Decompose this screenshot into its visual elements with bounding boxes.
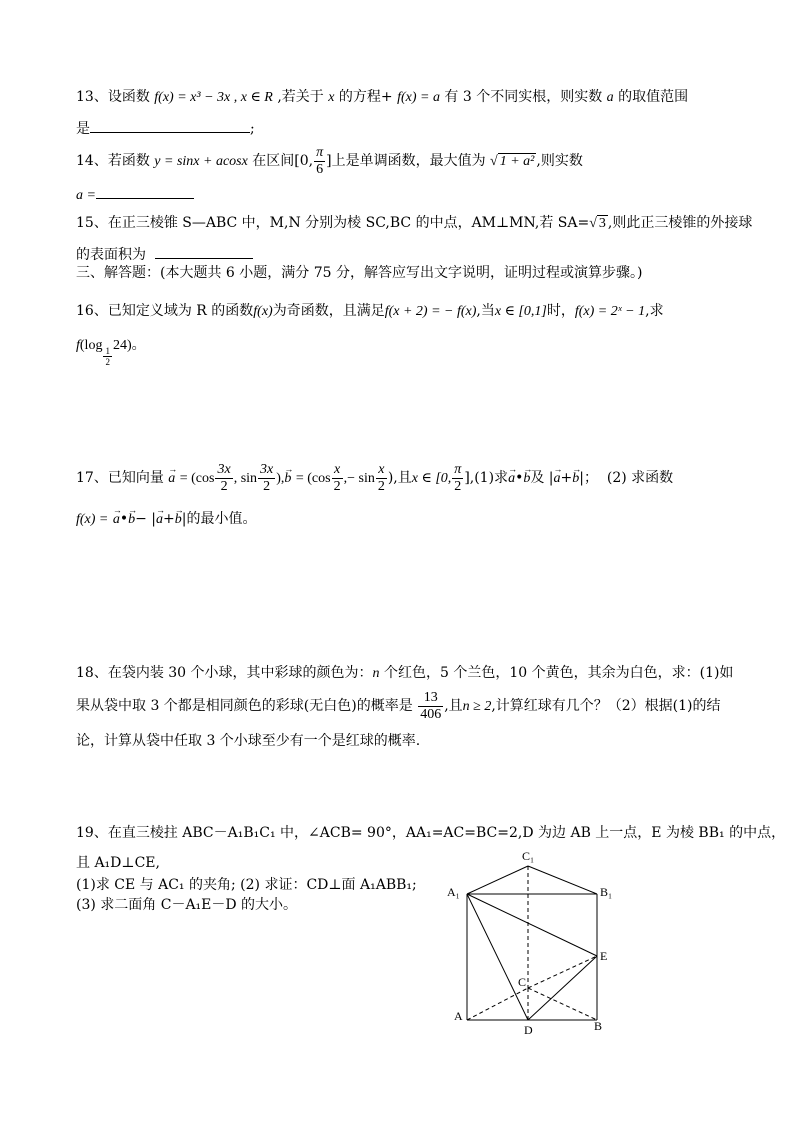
q13-suffix: 有 3 个不同实根，则实数 [444,89,603,105]
q17-frac-den: 2 [263,478,271,494]
q17-part2: (2) 求函数 [606,470,674,486]
q17-frac-x2-b [376,462,387,495]
section-3-heading [76,264,642,282]
section-3-text: 三、解答题：(本大题共 6 小题，满分 75 分，解答应写出文字说明，证明过程或演算步骤。) [76,265,643,281]
q16-line1 [76,302,664,321]
q15-line2 [76,244,253,264]
q16-line2 [76,336,146,367]
vector-a-symbol: → a [113,511,120,529]
edge-c-b-hidden [528,988,597,1020]
q15-answer-blank[interactable] [155,244,253,259]
q17-plus: + [163,511,175,527]
q17-frac-den: 2 [377,478,385,494]
q18-n: n [372,666,380,681]
segment-a1-e [467,894,597,956]
q16-suffix: ,求 [645,303,664,319]
q17-frac-num: π [454,461,462,477]
q18-line3 [76,732,420,750]
q14-mid2: ]上是单调函数，最大值为 [326,153,486,169]
label-e: E [600,949,608,963]
q14-line2 [76,184,194,205]
q19-line1 [76,824,785,842]
vector-b-symbol: → b [128,511,135,529]
q13-mid2: 的方程+ [338,89,393,105]
q17-dot: • [119,511,129,527]
q17-frac-pi2 [452,462,463,495]
q13-answer-blank[interactable] [90,118,250,133]
q17-frac-3x2-a [215,462,232,495]
q17-close1: ), [276,471,285,486]
q17-close2: ),且 [387,470,412,486]
q17-frac-3x2-b [258,462,275,495]
vector-a-symbol: → a [554,459,561,499]
q13-var: x [328,90,335,105]
q14-line2-a: a = [76,188,96,203]
q16-mid: 为奇函数，且满足 [272,303,385,319]
q17-plus: + [560,470,573,486]
q17-frac-x2-a [332,462,343,495]
q13-func: f(x) = x³ − 3x , x ∈ R [154,90,273,105]
q14-sqrt-body: 1 + a² [499,154,535,169]
edge-a-c-hidden [467,988,528,1020]
vector-b-symbol: → b [572,459,579,499]
q17-eq2a: = (cos [295,471,331,486]
q16-eq: f(x + 2) = − f(x) [384,304,477,319]
q13-line2-suffix: ; [250,121,255,137]
q16-line2-arg: 24) [112,338,132,353]
q19-line2 [76,854,160,872]
q15-text2: 的表面积为 [76,247,146,263]
q16-prefix: 16、已知定义域为 R 的函数 [76,303,254,319]
edge-c1-b1 [528,866,597,894]
q17-prefix: 17、已知向量 [76,470,164,486]
q17-abs-end: |； [579,470,598,486]
q14-pi-fraction [314,145,325,178]
q14-sqrt: √ 1 + a² [490,154,535,169]
q19-text3: (1)求 CE 与 AC₁ 的夹角; (2) 求证：CD⊥面 A₁ABB₁; [76,877,417,893]
label-b1: B₁ [600,885,613,899]
label-a1: A₁ [447,885,460,899]
segment-d-e [528,956,597,1020]
q17-line2-end: |的最小值。 [181,511,257,527]
q17-and: 及 | [530,470,554,486]
q13-eq: f(x) = a [397,90,440,105]
q14-line1 [76,144,583,179]
q14-prefix: 14、若函数 [76,153,150,169]
q16-line2-log: (log [79,338,103,353]
label-d: D [524,1023,533,1037]
q18-line1 [76,664,733,683]
label-c1: C₁ [522,849,535,863]
q13-line1 [76,88,688,107]
q15-sqrt-body: 3 [598,216,606,231]
q18-text2a: 果从袋中取 3 个都是相同颜色的彩球(无白色)的概率是 [76,698,413,714]
q17-line2 [76,510,256,529]
q17-frac-den: 2 [333,478,341,494]
q16-line2-end: 。 [131,337,146,353]
q19-text2: 且 A₁D⊥CE, [76,855,160,871]
q14-suffix: ,则实数 [536,153,583,169]
q15-text1: 15、在正三棱锥 S—ABC 中，M,N 分别为棱 SC,BC 的中点，AM⊥MN,若 SA= [76,215,590,231]
q17-minus-sin: ,− sin [343,471,375,486]
q19-line3 [76,876,417,894]
label-a: A [454,1009,463,1023]
q15-sqrt: √ 3 [589,216,606,231]
q18-frac-den: 406 [420,706,442,722]
q18-text1: 18、在袋内装 30 个小球，其中彩球的颜色为： [76,665,373,681]
q17-frac-num: 3x [217,461,231,477]
q16-log-base [103,346,112,367]
q14-answer-blank[interactable] [96,184,194,199]
q16-base-d: 2 [105,357,110,367]
q15-text1-suffix: ,则此正三棱锥的外接球 [607,215,753,231]
q19-text1: 19、在直三棱拄 ABC－A₁B₁C₁ 中，∠ACB= 90°，AA₁=AC=BC=2,D 为边 AB 上一点，E 为棱 BB₁ 的中点， [76,825,786,841]
q17-frac-den: 2 [454,478,462,494]
q17-dom: x ∈ [0, [411,471,452,486]
label-b: B [594,1019,603,1033]
prism-figure [440,848,620,1044]
edge-a1-c1 [467,866,528,894]
vector-b-symbol: → b [175,511,182,529]
q17-line2-f: f(x) = [76,512,109,527]
segment-c-e-hidden [528,956,597,988]
q14-pi-num: π [316,144,324,160]
q16-base-n: 1 [105,346,110,356]
q16-dom: x ∈ [0,1] [494,304,547,319]
label-c: C [518,975,527,989]
q18-text3: 论，计算从袋中任取 3 个小球至少有一个是红球的概率. [76,733,421,749]
q18-text2b: ,且 [444,698,463,714]
q13-a: a [606,90,614,105]
segment-a1-d [467,894,528,1020]
q13-line2 [76,118,255,138]
q13-mid: ,若关于 [277,89,324,105]
q16-def: f(x) = 2ˣ − 1 [574,304,646,319]
q17-frac-num: x [376,462,387,479]
q17-frac-num: x [332,462,343,479]
q14-pi-den: 6 [316,161,324,177]
q17-line2-minus: − | [135,511,156,527]
q18-line2 [76,686,721,727]
vector-b-symbol: → b [284,459,291,499]
vector-a-symbol: → a [156,511,163,529]
q14-func: y = sinx + acosx [154,154,248,169]
q18-text2c: ,计算红球有几个？（2）根据(1)的结 [491,698,721,714]
q17-frac-num: 3x [260,461,274,477]
q16-line2-f: f [76,338,80,353]
q17-sin: , sin [233,471,258,486]
q15-line1 [76,214,752,233]
q14-mid: 在区间[0, [252,153,314,169]
vector-a-symbol: → a [168,459,175,499]
q13-line2-prefix: 是 [76,121,90,137]
q18-cond: n ≥ 2 [462,699,492,714]
q17-dot: • [515,470,524,486]
q16-mid2: ,当 [476,303,495,319]
q13-suffix2: 的取值范围 [618,89,689,105]
q18-probability-fraction [418,690,443,723]
q17-close3: ],(1)求 [464,470,509,486]
q18-frac-num: 13 [418,690,443,707]
vector-b-symbol: → b [523,459,530,499]
q17-line1 [76,458,673,499]
q13-prefix: 13、设函数 [76,89,150,105]
vector-a-symbol: → a [508,459,515,499]
q17-eq1a: = (cos [179,471,215,486]
q16-f: f(x) [253,304,273,319]
q19-text4: (3) 求二面角 C－A₁E－D 的大小。 [76,897,298,913]
q17-frac-den: 2 [220,478,228,494]
q18-text1b: 个红色，5 个兰色，10 个黄色，其余为白色，求：(1)如 [383,665,734,681]
q16-mid3: 时， [546,303,575,319]
q19-line4 [76,896,297,914]
